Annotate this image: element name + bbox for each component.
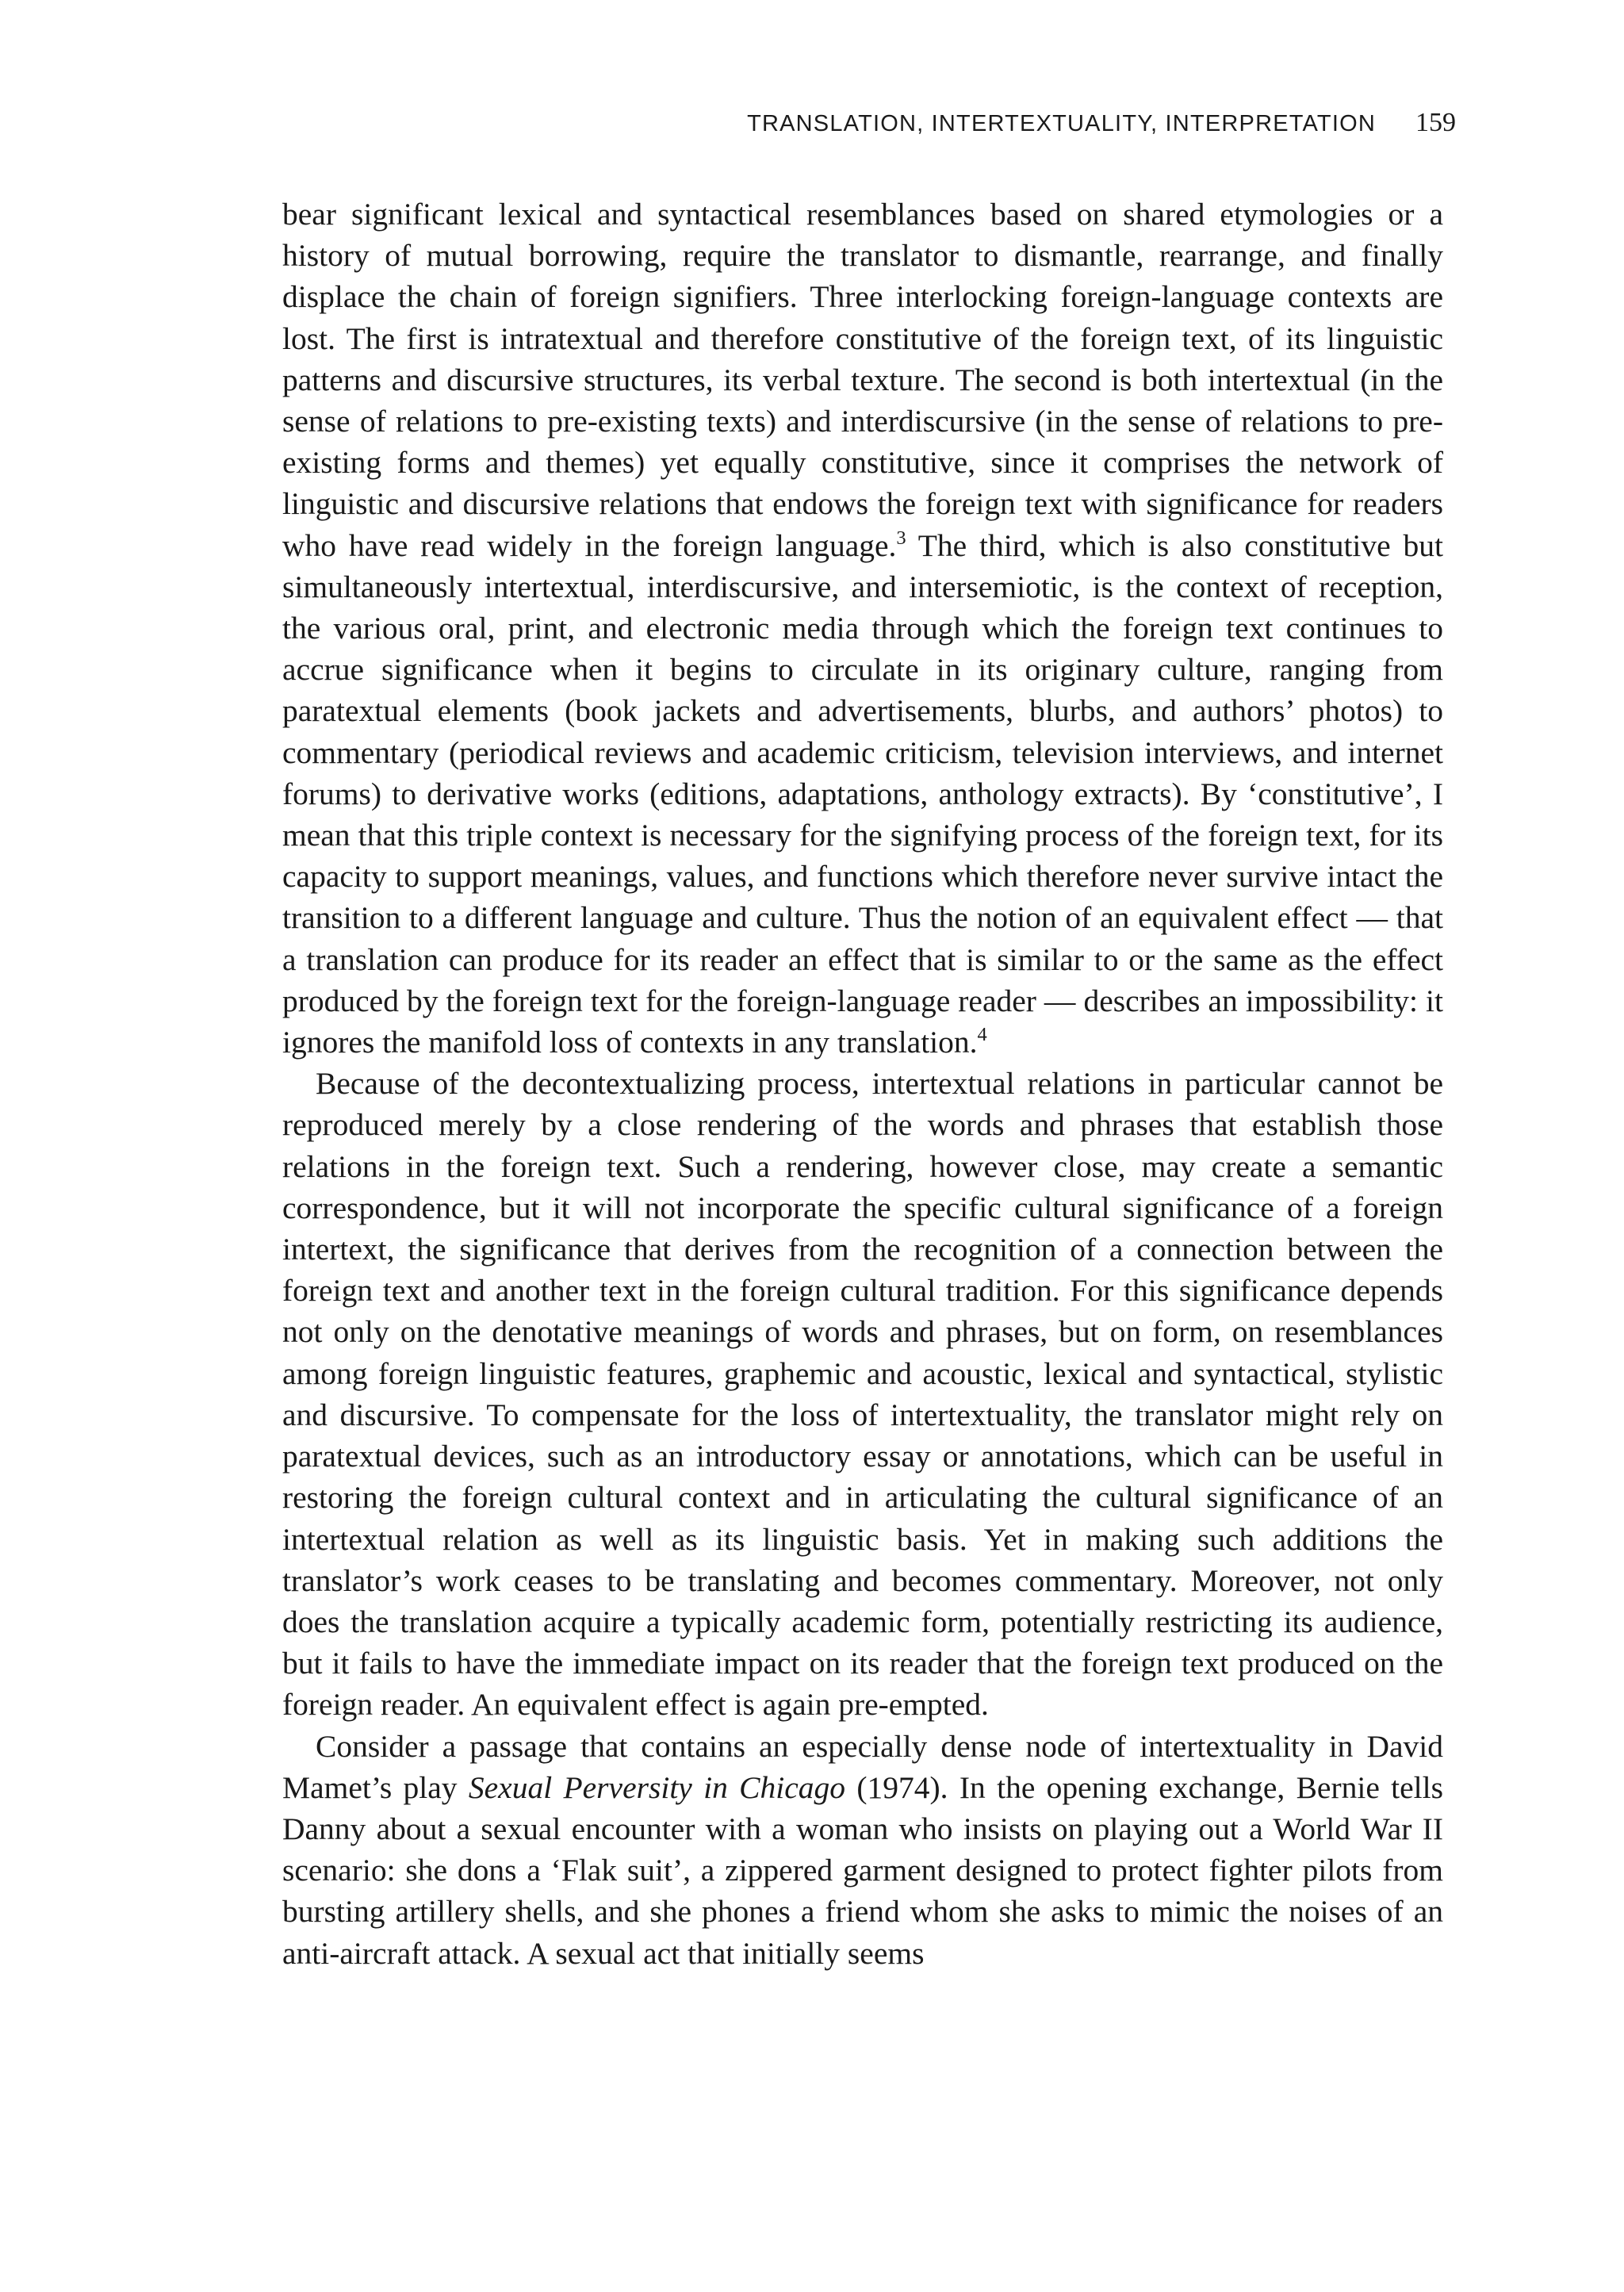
paragraph-2-text: Because of the decontextualizing process, intertextual relations in particular cannot be reproduced merely by a close rendering of the words and phrases that establish those relations in the foreign text. Such a rendering, however close, may create a semantic correspondence, but it will not incorporate the specific cultural significance of a foreign intertext, the significance that derives from the recognition of a connection between the foreign text and another text in the foreign cultural tradition. For this significance depends not only on the denotative meanings of words and phrases, but on form, on resemblances among foreign linguistic features, graphemic and acoustic, lexical and syntactical, stylistic and discursive. To compensate for the loss of intertextuality, the translator might rely on paratextual devices, such as an introductory essay or annotations, which can be useful in restoring the foreign cultural context and in articulating the cultural significance of an intertextual relation as well as its linguistic basis. Yet in making such additions the translator’s work ceases to be translating and becomes commentary. Moreover, not only does the translation acquire a typically academic form, potentially restricting its audience, but it fails to have the immediate impact on its reader that the foreign text produced on the foreign reader. An equivalent effect is again pre-empted. (282, 1066, 1443, 1723)
paragraph-1-text-a: bear significant lexical and syntactical resemblances based on shared etymologies or a history of mutual borrowing, require the translator to dismantle, rearrange, and finally displace the chain of foreign signifiers. Three interlocking foreign-language contexts are lost. The first is intratextual and therefore constitutive of the foreign text, of its linguistic patterns and discursive structures, its verbal texture. The second is both intertextual (in the sense of relations to pre-existing texts) and interdiscursive (in the sense of relations to pre-existing forms and themes) yet equally constitutive, since it comprises the network of linguistic and discursive relations that endows the foreign text with significance for readers who have read widely in the foreign language. (282, 197, 1443, 563)
paragraph-3 (282, 1726, 1443, 1974)
paragraph-1-text-b: The third, which is also constitutive but simultaneously intertextual, interdiscursive, and intersemiotic, is the context of reception, the various oral, print, and electronic media through which the foreign text continues to accrue significance when it begins to circulate in its originary culture, ranging from paratextual elements (book jackets and advertisements, blurbs, and authors’ photos) to commentary (periodical reviews and academic criticism, television interviews, and internet forums) to derivative works (editions, adaptations, anthology extracts). By ‘constitutive’, I mean that this triple context is necessary for the signifying process of the foreign text, for its capacity to support meanings, values, and functions which therefore never survive intact the transition to a different language and culture. Thus the notion of an equivalent effect — that a translation can produce for its reader an effect that is similar to or the same as the effect produced by the foreign text for the foreign-language reader — describes an impossibility: it ignores the manifold loss of contexts in any translation. (282, 527, 1443, 1060)
paragraph-2 (282, 1063, 1443, 1725)
paragraph-1 (282, 194, 1443, 1063)
body-text (282, 194, 1443, 1974)
page-number: 159 (1415, 108, 1456, 137)
paragraph-3-text-a: Consider a passage that contains an especially dense node of intertextuality in David Mamet’s play (282, 1728, 1443, 1805)
footnote-ref-4: 4 (977, 1023, 987, 1045)
paragraph-3-text-b: (1974). In the opening exchange, Bernie tells Danny about a sexual encounter with a woman who insists on playing out a World War II scenario: she dons a ‘Flak suit’, a zippered garment designed to protect fighter pilots from bursting artillery shells, and she phones a friend whom she asks to mimic the noises of an anti-aircraft attack. A sexual act that initially seems (282, 1769, 1444, 1971)
running-head-title: TRANSLATION, INTERTEXTUALITY, INTERPRETATION (747, 111, 1376, 136)
running-head (747, 108, 1456, 138)
footnote-ref-3: 3 (896, 527, 906, 549)
play-title: Sexual Perversity in Chicago (468, 1769, 846, 1805)
